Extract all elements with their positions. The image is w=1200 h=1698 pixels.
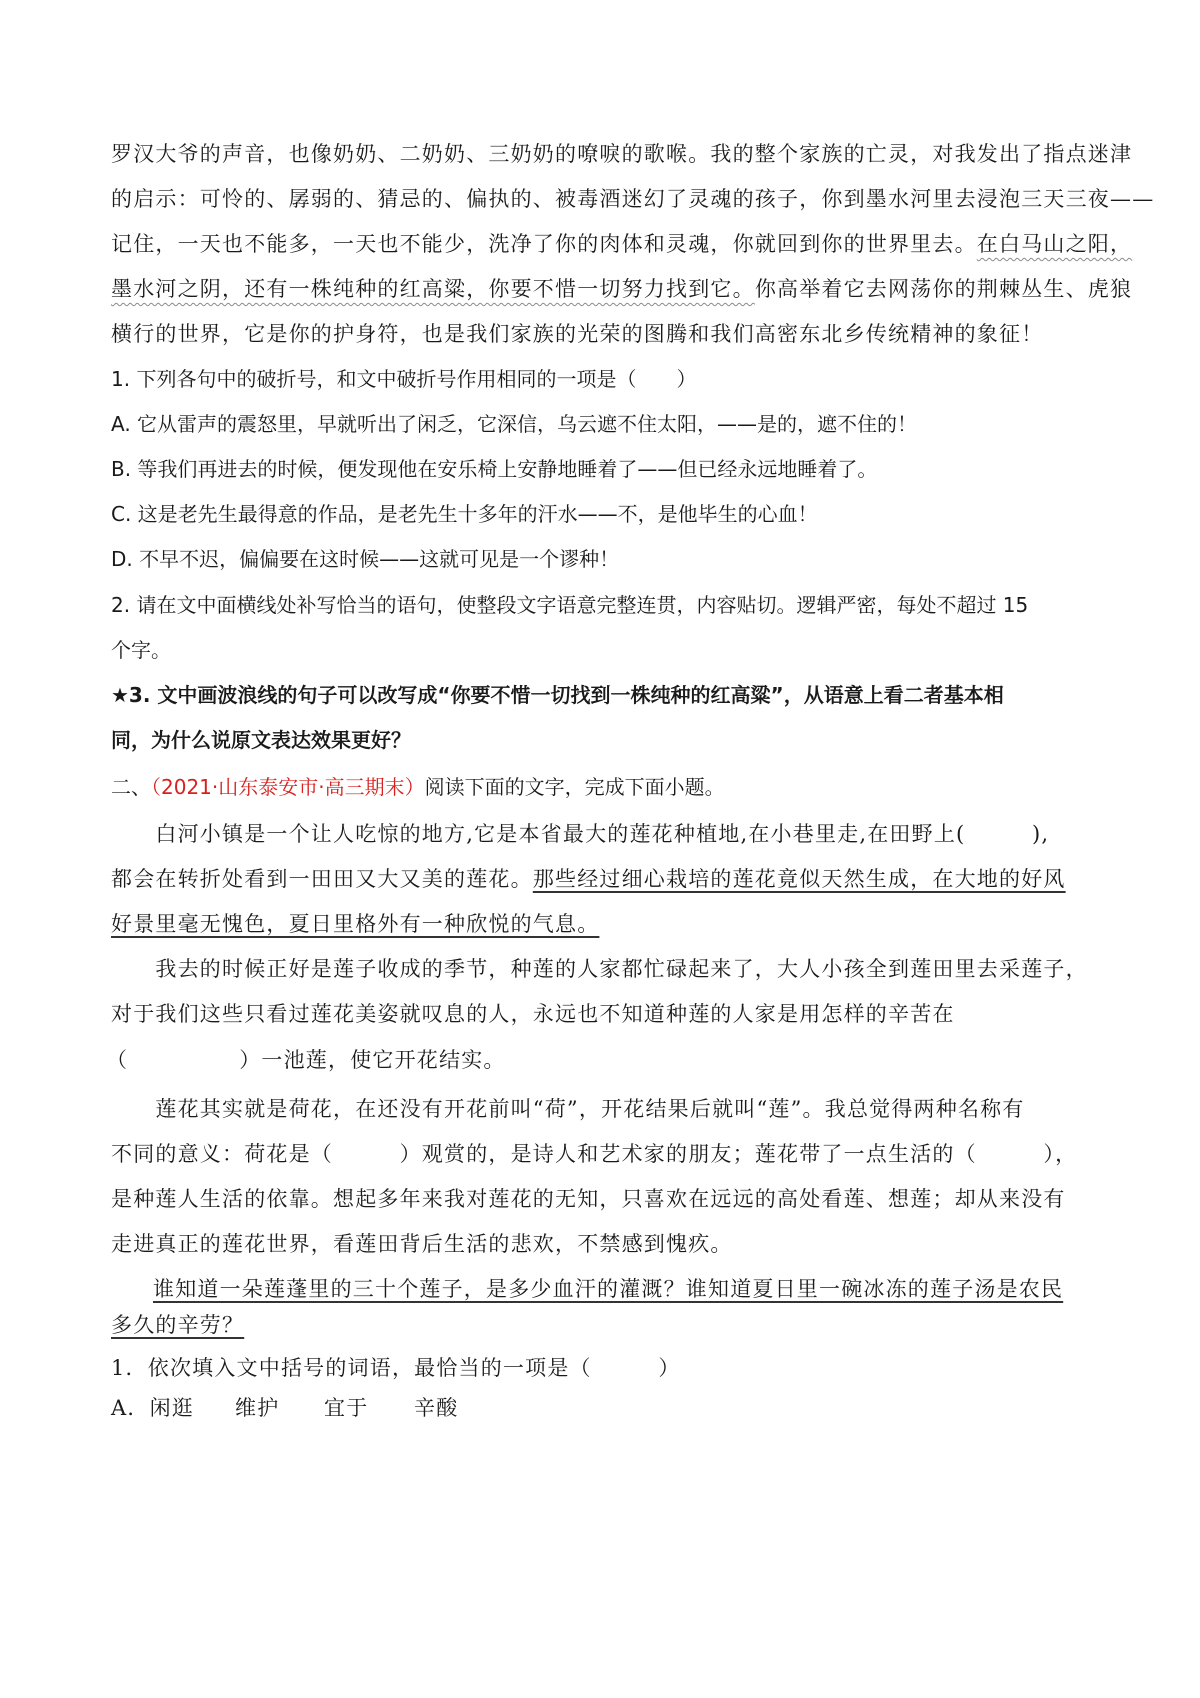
underlined-sentence: 谁知道一朵莲蓬里的三十个莲子，是多少血汗的灌溉？谁知道夏日里一碗冰冻的莲子汤是农民 <box>153 1277 1064 1301</box>
passage1-line5: 横行的世界，它是你的护身符，也是我们家族的光荣的图腾和我们高密东北乡传统精神的象征！ <box>111 322 1044 346</box>
section-2-heading <box>111 772 725 802</box>
wavy-underlined-sentence: 墨水河之阴，还有一株纯种的红高粱，你要不惜一切努力找到它。 <box>111 277 755 301</box>
section-instruction: 阅读下面的文字，完成下面小题。 <box>424 775 725 799</box>
passage2-p2-line2: 对于我们这些只看过莲花美姿就叹息的人，永远也不知道种莲的人家是用怎样的辛苦在 <box>111 1002 955 1026</box>
passage1-line2: 的启示：可怜的、孱弱的、猜忌的、偏执的、被毒酒迷幻了灵魂的孩子，你到墨水河里去浸泡三天三夜—— <box>111 187 1155 211</box>
underlined-sentence: 多久的辛劳？ <box>111 1313 245 1337</box>
option-a-word-4: 辛酸 <box>414 1396 459 1420</box>
passage2-text: 都会在转折处看到一田田又大又美的莲花。 <box>111 867 533 891</box>
passage2-p2-line1: 我去的时候正好是莲子收成的季节，种莲的人家都忙碌起来了，大人小孩全到莲田里去采莲子， <box>111 957 1088 981</box>
option-c: C. 这是老先生最得意的作品，是老先生十多年的汗水——不，是他毕生的心血！ <box>111 502 818 526</box>
option-a-word-2: 维护 <box>235 1396 280 1420</box>
passage1-line4-text: 你高举着它去网荡你的荆棘丛生、虎狼 <box>754 277 1133 301</box>
passage1-line3-text: 记住，一天也不能多，一天也不能少，洗净了你的肉体和灵魂，你就回到你的世界里去。 <box>111 232 977 256</box>
question-3-line1: ★3. 文中画波浪线的句子可以改写成“你要不惜一切找到一株纯种的红高粱”，从语意上看二者基本相 <box>111 683 1004 707</box>
section-source: （2021·山东泰安市·高三期末） <box>151 775 425 799</box>
passage2-p1-line2 <box>111 864 1066 894</box>
option-a-word-1: A．闲逛 <box>111 1396 194 1420</box>
question-1: 1. 下列各句中的破折号，和文中破折号作用相同的一项是（ ） <box>111 367 697 391</box>
option-a-row <box>111 1393 459 1423</box>
section-number: 二、 <box>111 775 151 799</box>
option-a-word-3: 宜于 <box>324 1396 369 1420</box>
wavy-underlined-sentence: 在白马山之阳， <box>976 232 1133 256</box>
passage1-line1: 罗汉大爷的声音，也像奶奶、二奶奶、三奶奶的嘹唳的歌喉。我的整个家族的亡灵，对我发出了指点迷津 <box>111 142 1133 166</box>
underlined-sentence: 好景里毫无愧色，夏日里格外有一种欣悦的气息。 <box>111 912 600 936</box>
option-d: D. 不早不迟，偏偏要在这时候——这就可见是一个谬种！ <box>111 547 620 571</box>
question-2-1: 1．依次填入文中括号的词语，最恰当的一项是（ ） <box>111 1356 681 1380</box>
question-3-line2: 同，为什么说原文表达效果更好？ <box>111 728 411 752</box>
underlined-sentence: 那些经过细心栽培的莲花竟似天然生成，在大地的好风 <box>532 867 1066 891</box>
passage2-p1-line1: 白河小镇是一个让人吃惊的地方,它是本省最大的莲花种植地,在小巷里走,在田野上( ), <box>111 822 1050 846</box>
option-b: B. 等我们再进去的时候，便发现他在安乐椅上安静地睡着了——但已经永远地睡着了。 <box>111 457 878 481</box>
question-2-line2: 个字。 <box>111 638 171 662</box>
passage1-line4 <box>111 274 1132 304</box>
passage2-p3-line3: 是种莲人生活的依靠。想起多年来我对莲花的无知，只喜欢在远远的高处看莲、想莲；却从来没有 <box>111 1187 1066 1211</box>
question-2-line1: 2. 请在文中面横线处补写恰当的语句，使整段文字语意完整连贯，内容贴切。逻辑严密，每处不超过 15 <box>111 593 1029 617</box>
passage2-p1-line3 <box>111 909 599 939</box>
passage2-p4-line1 <box>153 1274 1063 1304</box>
passage2-p3-line2: 不同的意义：荷花是（ ）观赏的，是诗人和艺术家的朋友；莲花带了一点生活的（ ）， <box>111 1142 1078 1166</box>
passage2-p2-line3: （ ）一池莲，使它开花结实。 <box>106 1048 506 1072</box>
passage2-p3-line1: 莲花其实就是荷花，在还没有开花前叫“荷”，开花结果后就叫“莲”。我总觉得两种名称有 <box>111 1097 1025 1121</box>
passage2-p4-line2 <box>111 1310 244 1340</box>
passage2-p3-line4: 走进真正的莲花世界，看莲田背后生活的悲欢，不禁感到愧疚。 <box>111 1232 733 1256</box>
passage1-line3 <box>111 229 1132 259</box>
option-a: A. 它从雷声的震怒里，早就听出了闲乏，它深信，乌云遮不住太阳，——是的，遮不住的！ <box>111 412 918 436</box>
